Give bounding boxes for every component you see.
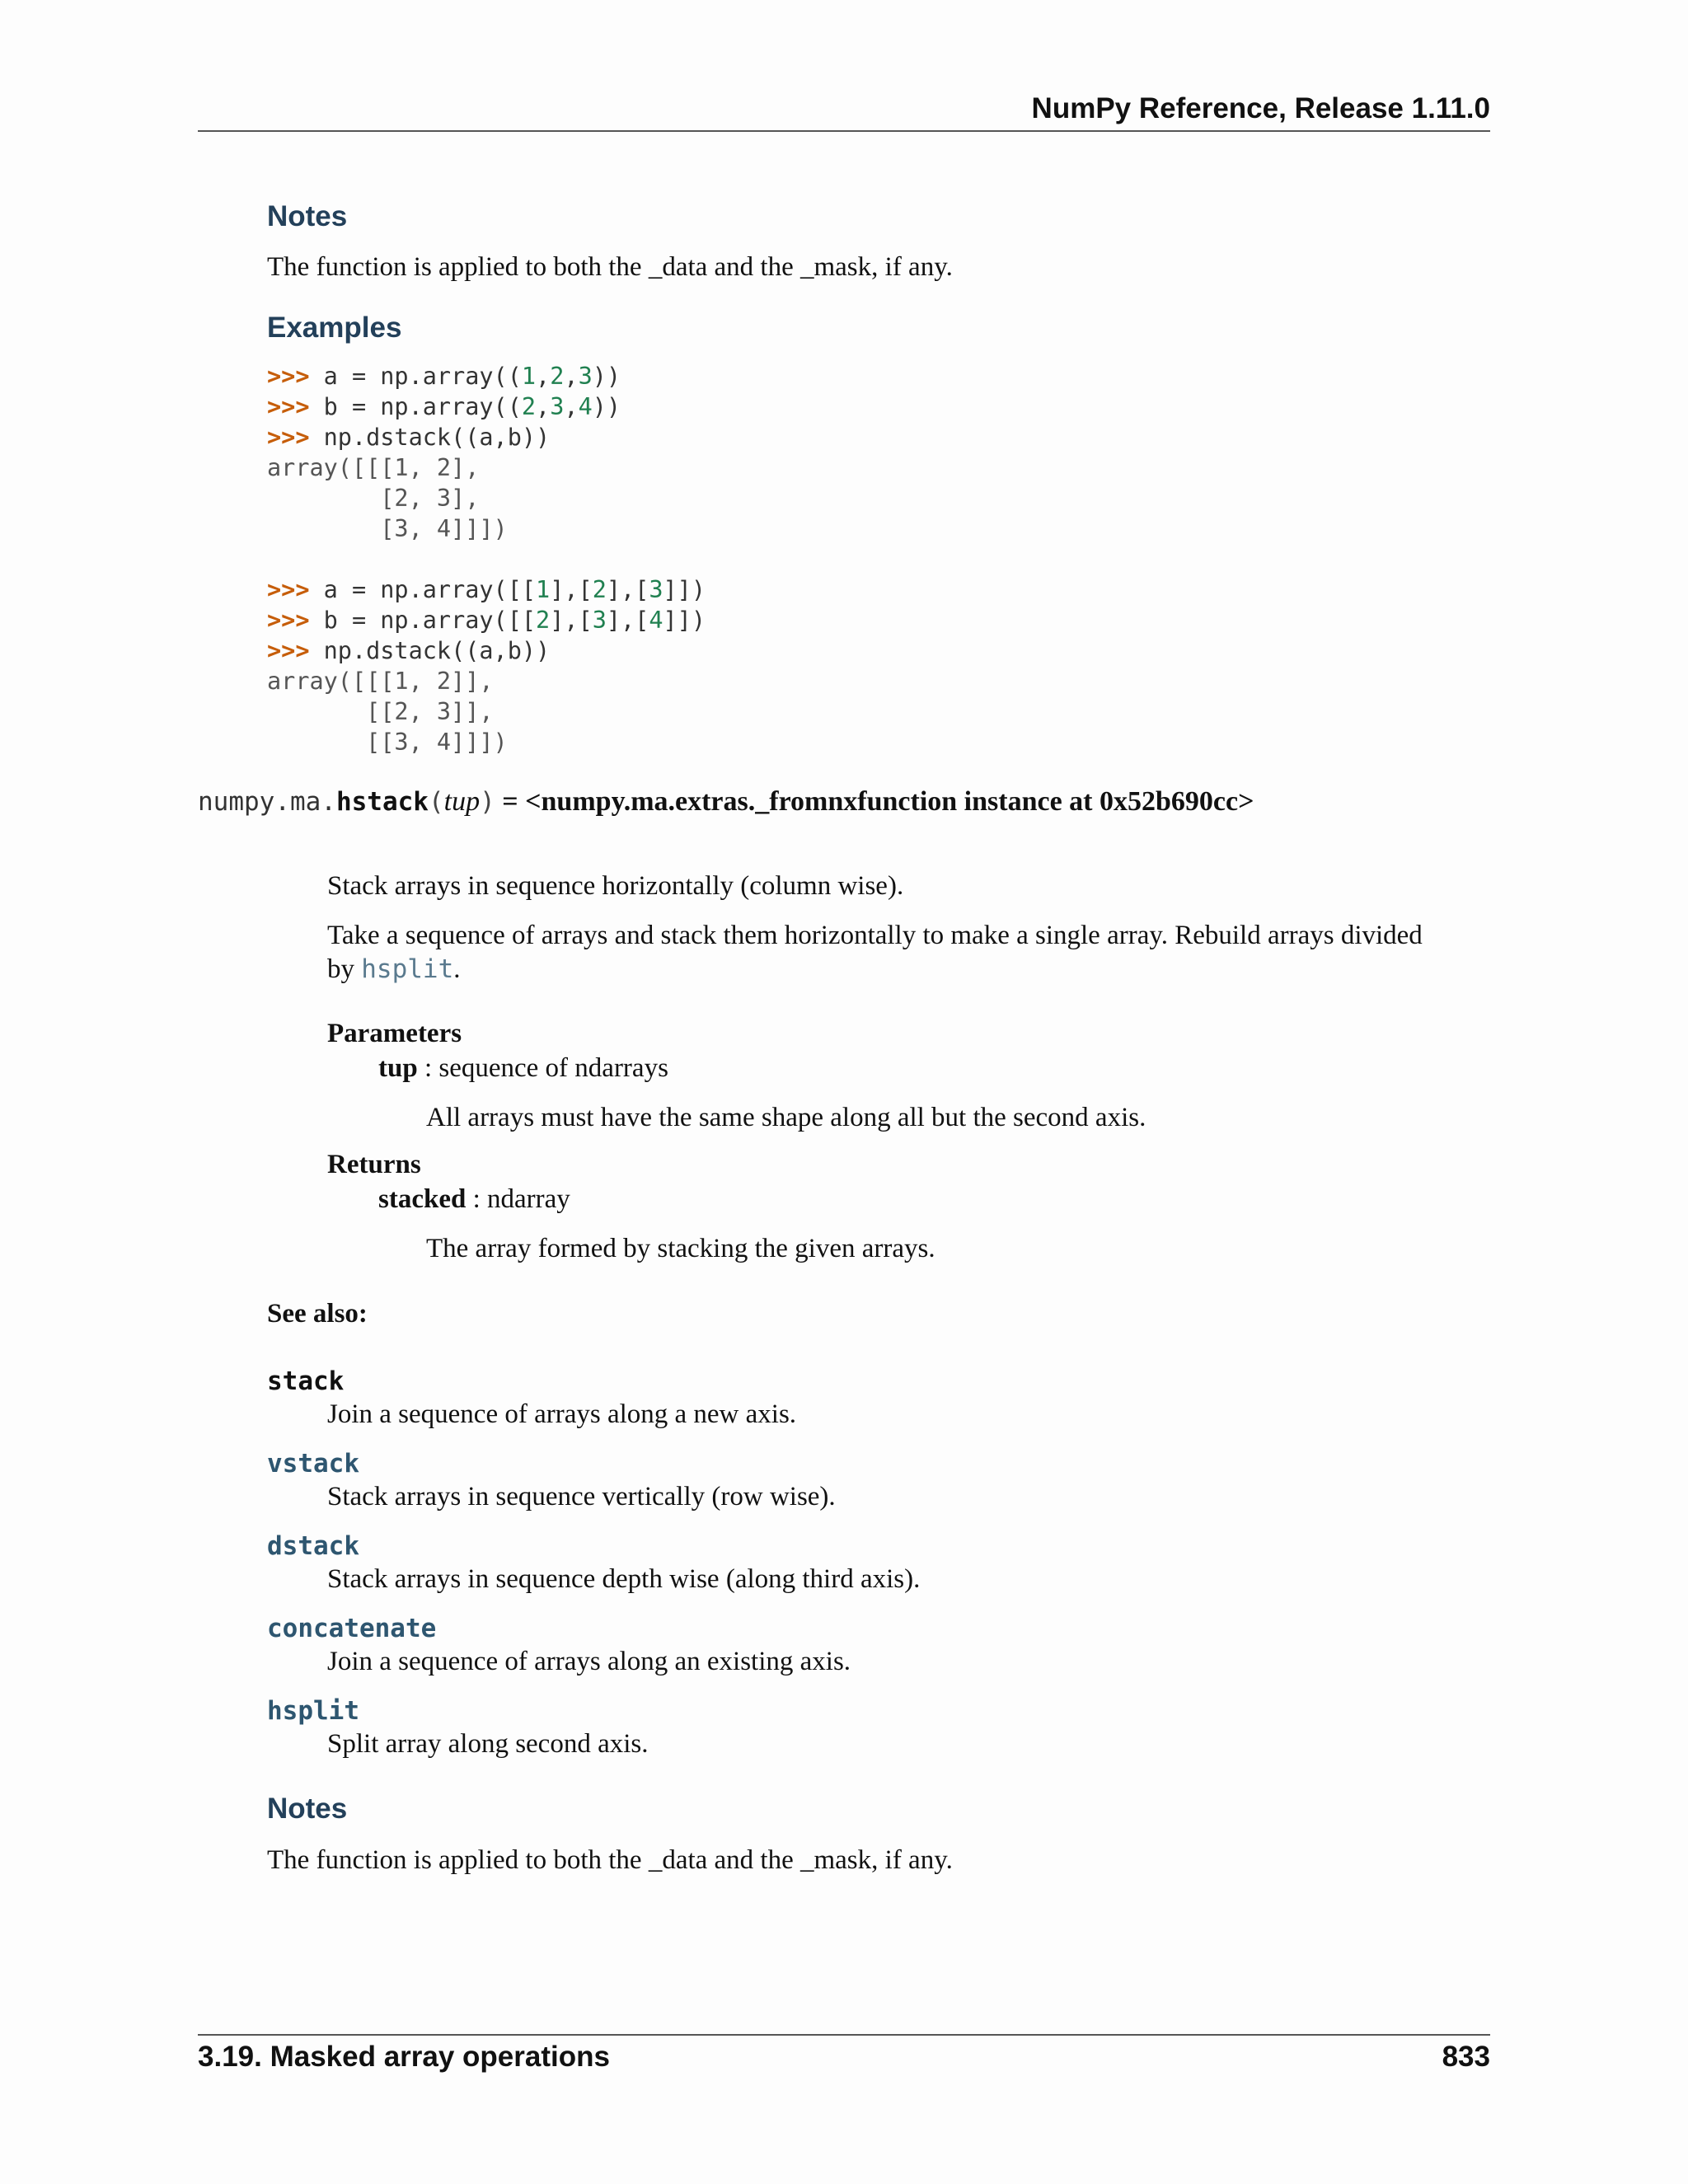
- signature-name: hstack: [335, 787, 429, 817]
- notes-text-2: The function is applied to both the _data and the _mask, if any.: [267, 1845, 953, 1875]
- header-rule: [198, 130, 1490, 132]
- see-also-stack: stack: [267, 1366, 345, 1396]
- footer-rule: [198, 2034, 1490, 2036]
- page-number: 833: [1442, 2041, 1490, 2073]
- code-prompt: >>>: [267, 393, 310, 420]
- notes-heading: Notes: [267, 200, 348, 232]
- parameters-heading: Parameters: [327, 1019, 462, 1048]
- see-also-hsplit-desc: Split array along second axis.: [327, 1729, 649, 1759]
- return-stacked-desc: The array formed by stacking the given arrays.: [426, 1234, 935, 1263]
- examples-heading: Examples: [267, 312, 402, 344]
- see-also-concatenate-desc: Join a sequence of arrays along an existing axis.: [327, 1647, 851, 1676]
- summary-text: Stack arrays in sequence horizontally (column wise).: [327, 871, 904, 901]
- parameter-tup-desc: All arrays must have the same shape along all but the second axis.: [426, 1103, 1146, 1132]
- code-prompt: >>>: [267, 637, 310, 664]
- signature-prefix: numpy.ma.: [198, 787, 336, 817]
- detail-text-line1: Take a sequence of arrays and stack them horizontally to make a single array. Rebuild arrays divided: [327, 921, 1423, 950]
- see-also-stack-desc: Join a sequence of arrays along a new axis.: [327, 1399, 797, 1429]
- see-also-vstack-desc: Stack arrays in sequence vertically (row wise).: [327, 1482, 836, 1511]
- running-header-title: NumPy Reference, Release 1.11.0: [1031, 92, 1490, 124]
- code-prompt: >>>: [267, 424, 310, 451]
- code-prompt: >>>: [267, 607, 310, 634]
- see-also-hsplit-link[interactable]: hsplit: [267, 1696, 359, 1726]
- signature-param: tup: [443, 786, 481, 817]
- code-output: array([[[1, 2], [2, 3], [3, 4]]]): [267, 454, 508, 542]
- notes-heading-2: Notes: [267, 1793, 348, 1825]
- footer-section-title: 3.19. Masked array operations: [198, 2041, 610, 2073]
- function-signature: numpy.ma.hstack(tup) = <numpy.ma.extras._fromnxfunction instance at 0x52b690cc>: [198, 786, 1254, 817]
- detail-text-line2: by hsplit.: [327, 954, 461, 984]
- signature-value: = <numpy.ma.extras._fromnxfunction instance at 0x52b690cc>: [495, 786, 1254, 817]
- see-also-concatenate-link[interactable]: concatenate: [267, 1614, 437, 1643]
- code-prompt: >>>: [267, 363, 310, 390]
- see-also-heading: See also:: [267, 1299, 368, 1329]
- code-example-2: >>> a = np.array([[1],[2],[3]]) >>> b = np.array([[2],[3],[4]]) >>> np.dstack((a,b)) array([[[1, 2]], [[2, 3]], [[3, 4]]]): [267, 576, 706, 756]
- see-also-dstack-desc: Stack arrays in sequence depth wise (along third axis).: [327, 1564, 921, 1594]
- returns-heading: Returns: [327, 1150, 421, 1179]
- code-example-1: >>> a = np.array((1,2,3)) >>> b = np.array((2,3,4)) >>> np.dstack((a,b)) array([[[1, 2], [2, 3], [3, 4]]]): [267, 363, 621, 542]
- notes-text: The function is applied to both the _data and the _mask, if any.: [267, 252, 953, 282]
- return-stacked: stacked : ndarray: [378, 1184, 570, 1214]
- hsplit-link[interactable]: hsplit: [361, 954, 454, 984]
- see-also-dstack-link[interactable]: dstack: [267, 1531, 359, 1561]
- code-prompt: >>>: [267, 576, 310, 603]
- see-also-vstack-link[interactable]: vstack: [267, 1449, 359, 1479]
- code-output: array([[[1, 2]], [[2, 3]], [[3, 4]]]): [267, 668, 508, 756]
- parameter-tup: tup : sequence of ndarrays: [378, 1053, 668, 1083]
